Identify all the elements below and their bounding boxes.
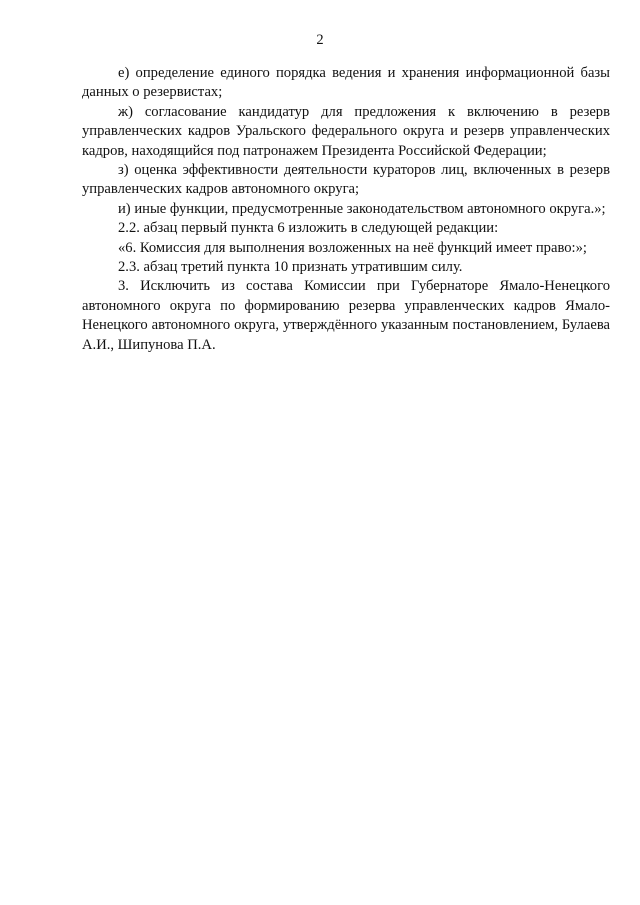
paragraph-2-2: 2.2. абзац первый пункта 6 изложить в следующей редакции: — [118, 220, 499, 237]
page-number: 2 — [316, 32, 324, 48]
paragraph-item-e: е) определение единого порядка ведения и хранения информационной базы данных о резервистах; — [82, 65, 610, 101]
paragraph-item-z: з) оценка эффективности деятельности кураторов лиц, включенных в резерв управленческих кадров автономного округа; — [82, 162, 610, 198]
paragraph-quote-6: «6. Комиссия для выполнения возложенных на неё функций имеет право:»; — [118, 239, 587, 256]
document-body — [82, 64, 610, 355]
paragraph-item-zh: ж) согласование кандидатур для предложения к включению в резерв управленческих кадров Уральского федерального округа и резерв управленческих кадров, находящийся под патронажем Президента Российской Федерации; — [82, 103, 610, 159]
paragraph-3: 3. Исключить из состава Комиссии при Губернаторе Ямало-Ненецкого автономного округа по формированию резерва управленческих кадров Ямало-Ненецкого автономного округа, утверждённого указанным постановлением, Булаева А.И., Шипунова П.А. — [82, 278, 610, 353]
paragraph-item-i: и) иные функции, предусмотренные законодательством автономного округа.»; — [118, 200, 606, 217]
paragraph-2-3: 2.3. абзац третий пункта 10 признать утратившим силу. — [118, 259, 463, 276]
